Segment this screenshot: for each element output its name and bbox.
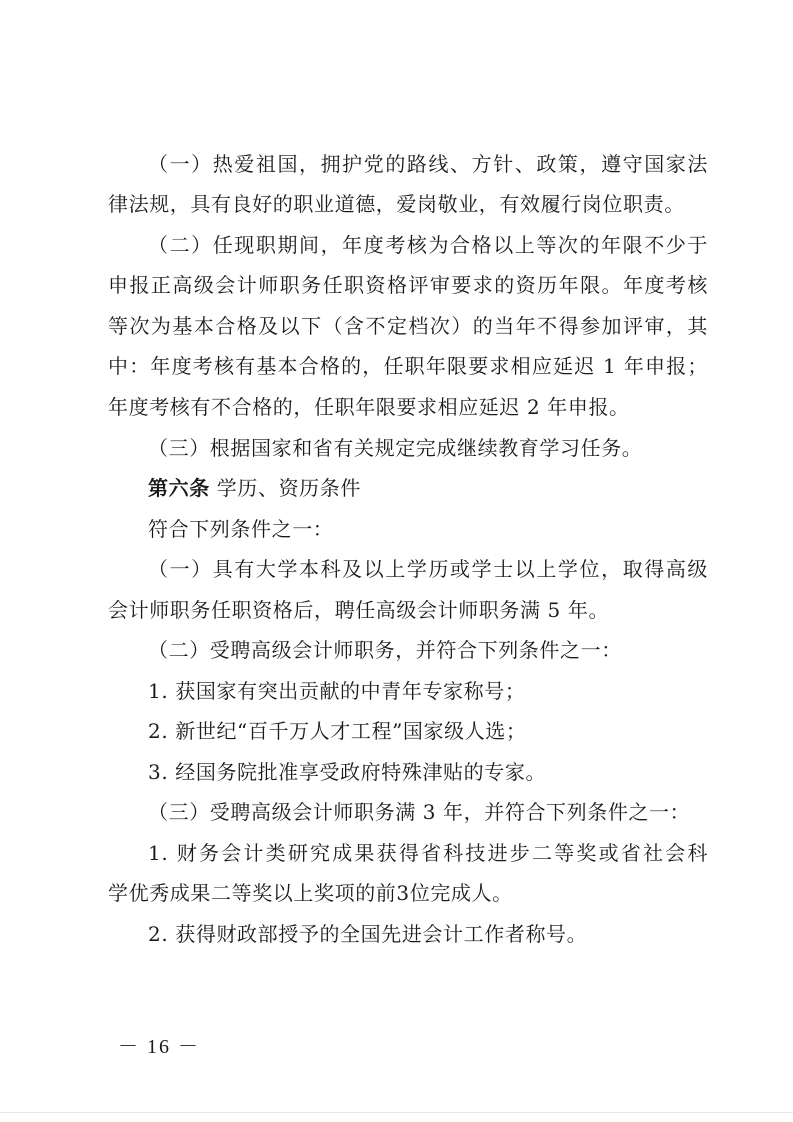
article-heading: [148, 474, 708, 502]
paragraph-line: 年度考核有不合格的，任职年限要求相应延迟 2 年申报。: [108, 395, 630, 419]
paragraph-line: 学优秀成果二等奖以上奖项的前3位完成人。: [108, 881, 513, 905]
paragraph-line: （三）根据国家和省有关规定完成继续教育学习任务。: [148, 436, 643, 460]
list-item: 1. 财务会计类研究成果获得省科技进步二等奖或省社会科: [148, 841, 708, 865]
paragraph-line: 等次为基本合格及以下（含不定档次）的当年不得参加评审，其: [108, 314, 708, 338]
paragraph-line: 会计师职务任职资格后，聘任高级会计师职务满 5 年。: [108, 598, 610, 622]
paragraph-line: （二）受聘高级会计师职务，并符合下列条件之一：: [148, 638, 622, 662]
article-title: 学历、资历条件: [216, 476, 361, 500]
paragraph-line: （三）受聘高级会计师职务满 3 年，并符合下列条件之一：: [148, 800, 691, 824]
paragraph-line: 律法规，具有良好的职业道德，爱岗敬业，有效履行岗位职责。: [108, 192, 685, 216]
paragraph-line: （一）热爱祖国，拥护党的路线、方针、政策，遵守国家法: [148, 152, 708, 176]
paragraph-line: 中：年度考核有基本合格的，任职年限要求相应延迟 1 年申报；: [108, 354, 708, 378]
list-item: 2. 获得财政部授予的全国先进会计工作者称号。: [148, 922, 588, 946]
paragraph-line: 符合下列条件之一：: [148, 517, 334, 541]
list-item: 1. 获国家有突出贡献的中青年专家称号；: [148, 679, 526, 703]
list-item: 3. 经国务院批准享受政府特殊津贴的专家。: [148, 760, 547, 784]
article-number: 第六条: [148, 476, 210, 500]
paragraph-line: 申报正高级会计师职务任职资格评审要求的资历年限。年度考核: [108, 273, 708, 297]
paragraph-line: （二）任现职期间，年度考核为合格以上等次的年限不少于: [148, 233, 708, 257]
paragraph-line: （一）具有大学本科及以上学历或学士以上学位，取得高级: [148, 557, 708, 581]
page-edge-divider: [0, 1112, 793, 1113]
page-number: － 16 －: [118, 1036, 200, 1058]
list-item: 2. 新世纪“百千万人才工程”国家级人选；: [148, 719, 527, 743]
